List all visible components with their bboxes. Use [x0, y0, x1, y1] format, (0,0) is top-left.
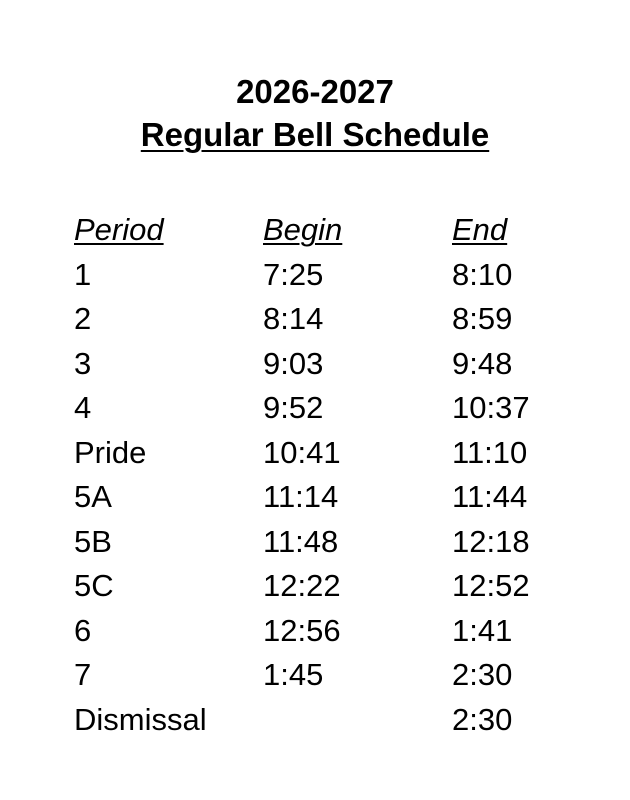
table-row: [74, 653, 594, 698]
table-row: [74, 253, 594, 298]
column-header-period: Period: [74, 212, 164, 248]
bell-schedule-table: [74, 208, 594, 742]
table-row: [74, 609, 594, 654]
begin-cell: 7:25: [263, 256, 324, 292]
table-row: [74, 698, 594, 743]
end-cell: 8:10: [452, 256, 513, 292]
end-cell: 11:10: [452, 434, 528, 470]
period-cell: 7: [74, 657, 92, 693]
table-row: [74, 342, 594, 387]
period-cell: 4: [74, 390, 92, 426]
period-cell: 6: [74, 612, 92, 648]
table-row: [74, 475, 594, 520]
table-row: [74, 520, 594, 565]
table-row: [74, 564, 594, 609]
period-cell: 1: [74, 256, 92, 292]
begin-cell: 10:41: [263, 434, 341, 470]
end-cell: 2:30: [452, 657, 513, 693]
column-header-end: End: [452, 212, 508, 248]
end-cell: 12:52: [452, 568, 530, 604]
table-row: [74, 386, 594, 431]
end-cell: 9:48: [452, 345, 513, 381]
begin-cell: 12:56: [263, 612, 341, 648]
end-cell: 2:30: [452, 701, 513, 737]
schedule-year: 2026-2027: [236, 73, 394, 110]
end-cell: 8:59: [452, 301, 513, 337]
period-cell: 5B: [74, 523, 112, 559]
period-cell: 5C: [74, 568, 114, 604]
begin-cell: 8:14: [263, 301, 324, 337]
period-cell: 5A: [74, 479, 112, 515]
end-cell: 1:41: [452, 612, 513, 648]
begin-cell: 9:03: [263, 345, 324, 381]
period-cell: 2: [74, 301, 92, 337]
column-header-begin: Begin: [263, 212, 343, 248]
period-cell: Pride: [74, 434, 147, 470]
begin-cell: 12:22: [263, 568, 341, 604]
document-header: [0, 70, 630, 156]
begin-cell: 9:52: [263, 390, 324, 426]
begin-cell: 11:48: [263, 523, 339, 559]
end-cell: 10:37: [452, 390, 530, 426]
end-cell: 12:18: [452, 523, 530, 559]
end-cell: 11:44: [452, 479, 528, 515]
table-row: [74, 297, 594, 342]
begin-cell: 11:14: [263, 479, 339, 515]
schedule-title: Regular Bell Schedule: [140, 116, 490, 153]
period-cell: 3: [74, 345, 92, 381]
period-cell: Dismissal: [74, 701, 207, 737]
begin-cell: 1:45: [263, 657, 324, 693]
table-row: [74, 431, 594, 476]
table-header-row: [74, 208, 594, 253]
